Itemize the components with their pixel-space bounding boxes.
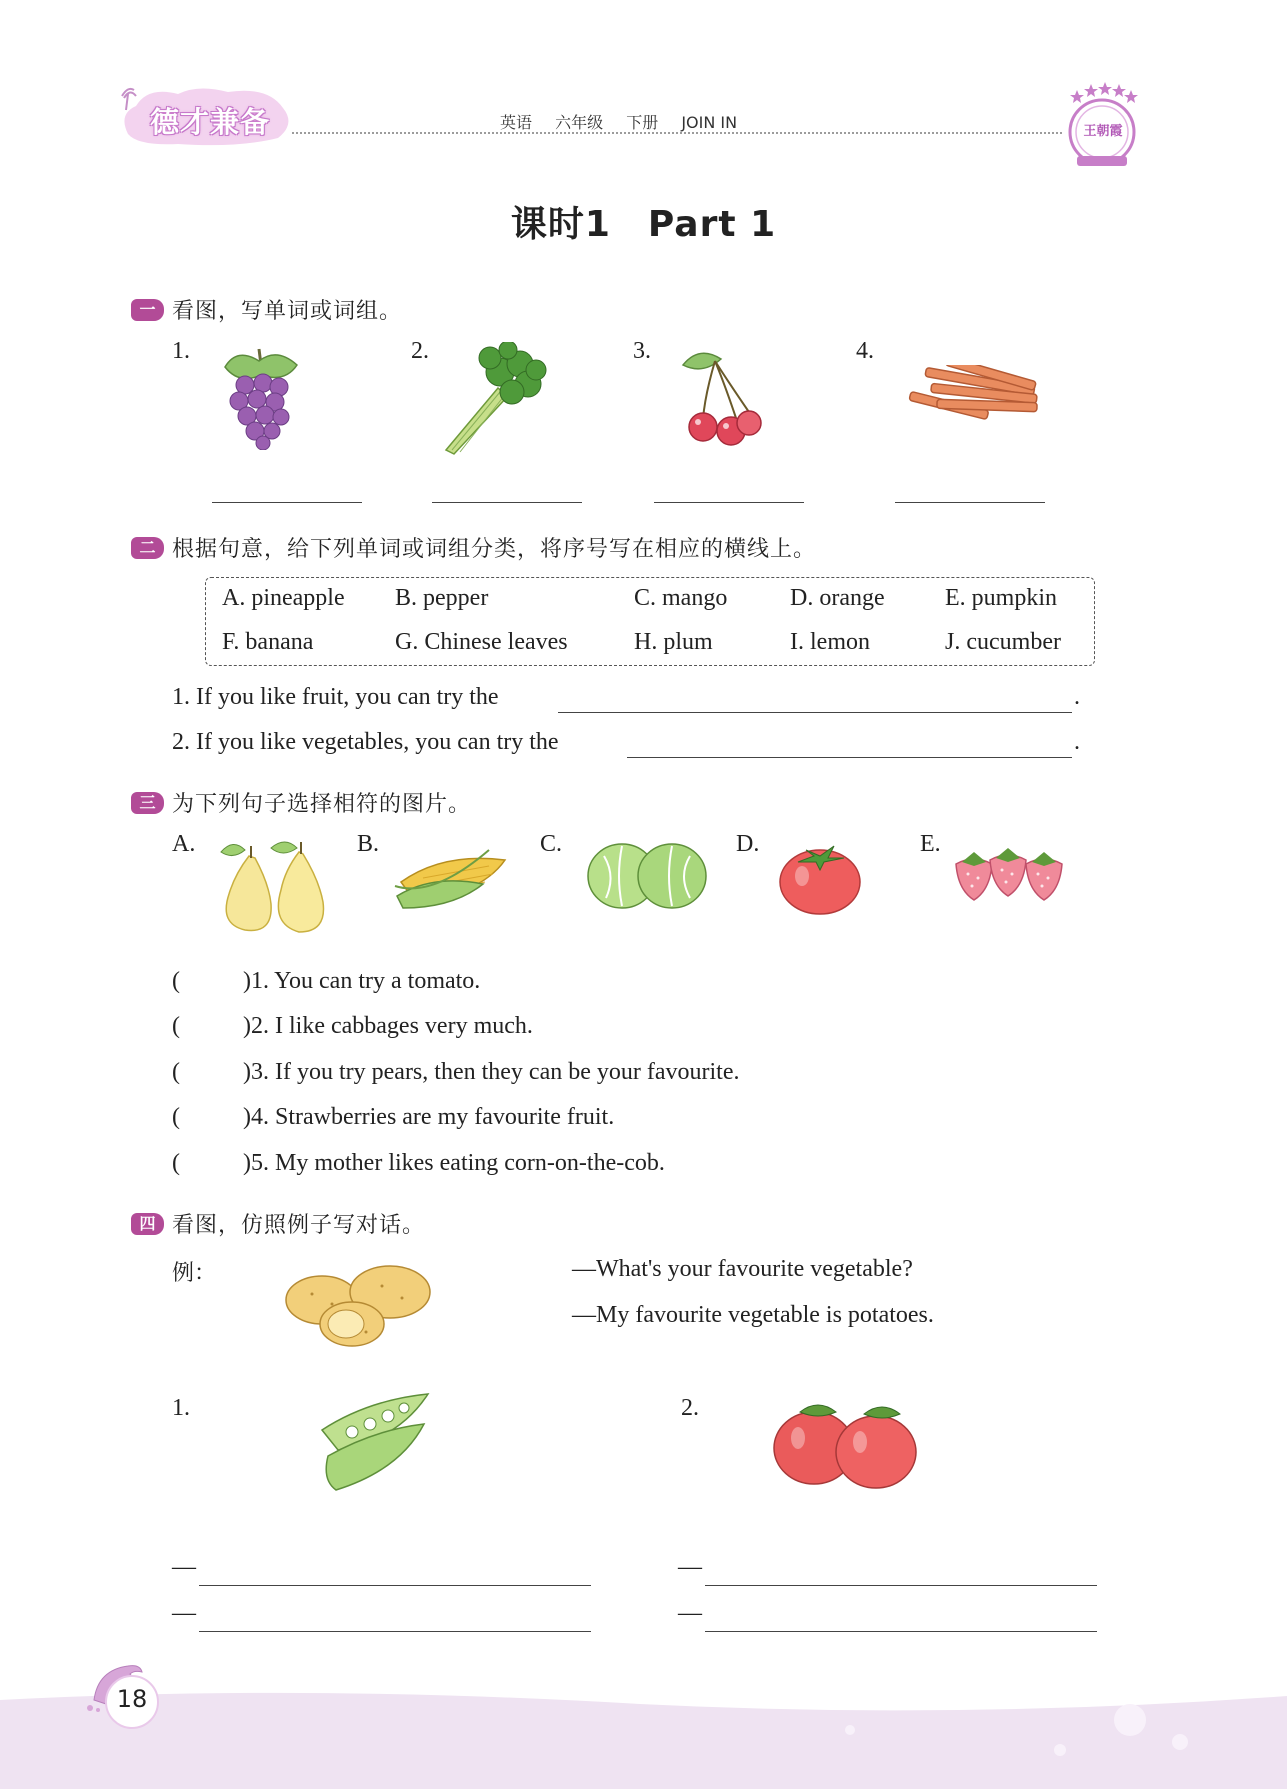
word-option: I. lemon xyxy=(790,629,870,655)
picture-label: B. xyxy=(357,831,380,857)
sentence-end: . xyxy=(1074,684,1080,710)
brand-name: 德才兼备 xyxy=(150,105,271,139)
answer-line[interactable] xyxy=(627,757,1072,758)
word-option: G. Chinese leaves xyxy=(395,629,568,655)
picture-label: C. xyxy=(540,831,563,857)
header-series: JOIN IN xyxy=(681,113,738,132)
answer-line[interactable] xyxy=(558,712,1072,713)
section-3-header xyxy=(131,787,471,818)
section-instruction: 为下列句子选择相符的图片。 xyxy=(172,792,472,817)
word-option: H. plum xyxy=(634,629,713,655)
section-instruction: 根据句意，给下列单词或词组分类，将序号写在相应的横线上。 xyxy=(172,537,817,562)
answer-line[interactable] xyxy=(199,1631,591,1632)
header-grade: 六年级 xyxy=(555,113,604,132)
pears-icon xyxy=(215,838,330,938)
section-badge: 一 xyxy=(131,299,164,321)
match-sentence: )1. You can try a tomato. xyxy=(243,968,481,994)
word-option: J. cucumber xyxy=(945,629,1061,655)
picture-label: E. xyxy=(920,831,941,857)
word-option: B. pepper xyxy=(395,585,489,611)
page-title: 课时1 Part 1 xyxy=(510,204,777,245)
answer-paren[interactable]: ( xyxy=(172,1013,180,1039)
dialogue-dash: — xyxy=(678,1554,702,1580)
match-sentence: )4. Strawberries are my favourite fruit. xyxy=(243,1104,615,1130)
answer-paren[interactable]: ( xyxy=(172,1059,180,1085)
fill-sentence: 2. If you like vegetables, you can try the xyxy=(172,729,559,755)
answer-paren[interactable]: ( xyxy=(172,1104,180,1130)
section-instruction: 看图，写单词或词组。 xyxy=(172,299,403,324)
word-option: C. mango xyxy=(634,585,728,611)
corn-icon xyxy=(393,842,515,914)
cherries-icon xyxy=(675,345,765,450)
seal-text: 王朝霞 xyxy=(1083,124,1123,139)
dialogue-dash: — xyxy=(678,1600,702,1626)
section-2-header xyxy=(131,532,816,563)
item-number: 4. xyxy=(856,338,874,364)
section-badge: 三 xyxy=(131,792,164,814)
apples-icon xyxy=(770,1398,922,1490)
answer-line[interactable] xyxy=(199,1585,591,1586)
answer-line[interactable] xyxy=(212,502,362,503)
item-number: 2. xyxy=(411,338,429,364)
picture-label: D. xyxy=(736,831,760,857)
picture-label: A. xyxy=(172,831,196,857)
tomato-icon xyxy=(778,836,863,916)
match-sentence: )3. If you try pears, then they can be your favourite. xyxy=(243,1059,740,1085)
section-badge: 二 xyxy=(131,537,164,559)
match-sentence: )2. I like cabbages very much. xyxy=(243,1013,533,1039)
answer-line[interactable] xyxy=(705,1585,1097,1586)
page-number: 18 xyxy=(116,1685,148,1713)
section-4-header xyxy=(131,1208,425,1239)
example-answer: —My favourite vegetable is potatoes. xyxy=(572,1302,934,1328)
sentence-end: . xyxy=(1074,729,1080,755)
cabbage-icon xyxy=(586,836,708,912)
dialogue-dash: — xyxy=(172,1600,196,1626)
item-number: 2. xyxy=(681,1395,699,1421)
word-option: F. banana xyxy=(222,629,314,655)
fill-sentence: 1. If you like fruit, you can try the xyxy=(172,684,499,710)
carrot-sticks-icon xyxy=(905,365,1050,435)
example-question: —What's your favourite vegetable? xyxy=(572,1256,913,1282)
item-number: 1. xyxy=(172,1395,190,1421)
item-number: 3. xyxy=(633,338,651,364)
grapes-icon xyxy=(215,345,305,450)
section-badge: 四 xyxy=(131,1213,164,1235)
word-option: D. orange xyxy=(790,585,885,611)
answer-line[interactable] xyxy=(432,502,582,503)
header-meta xyxy=(500,110,755,133)
header-volume: 下册 xyxy=(626,113,659,132)
footer-band xyxy=(0,1690,1287,1789)
answer-line[interactable] xyxy=(654,502,804,503)
word-option: A. pineapple xyxy=(222,585,345,611)
pea-pods-icon xyxy=(318,1390,433,1495)
header-subject: 英语 xyxy=(500,113,533,132)
section-1-header xyxy=(131,294,402,325)
dialogue-dash: — xyxy=(172,1554,196,1580)
seal-logo xyxy=(1063,80,1141,170)
section-instruction: 看图，仿照例子写对话。 xyxy=(172,1213,426,1238)
example-label: 例： xyxy=(172,1261,217,1286)
answer-paren[interactable]: ( xyxy=(172,968,180,994)
match-sentence: )5. My mother likes eating corn-on-the-cob. xyxy=(243,1150,665,1176)
answer-paren[interactable]: ( xyxy=(172,1150,180,1176)
strawberries-icon xyxy=(950,844,1070,904)
answer-line[interactable] xyxy=(705,1631,1097,1632)
celery-icon xyxy=(438,342,553,457)
item-number: 1. xyxy=(172,338,190,364)
word-option: E. pumpkin xyxy=(945,585,1057,611)
answer-line[interactable] xyxy=(895,502,1045,503)
potatoes-icon xyxy=(282,1262,434,1352)
